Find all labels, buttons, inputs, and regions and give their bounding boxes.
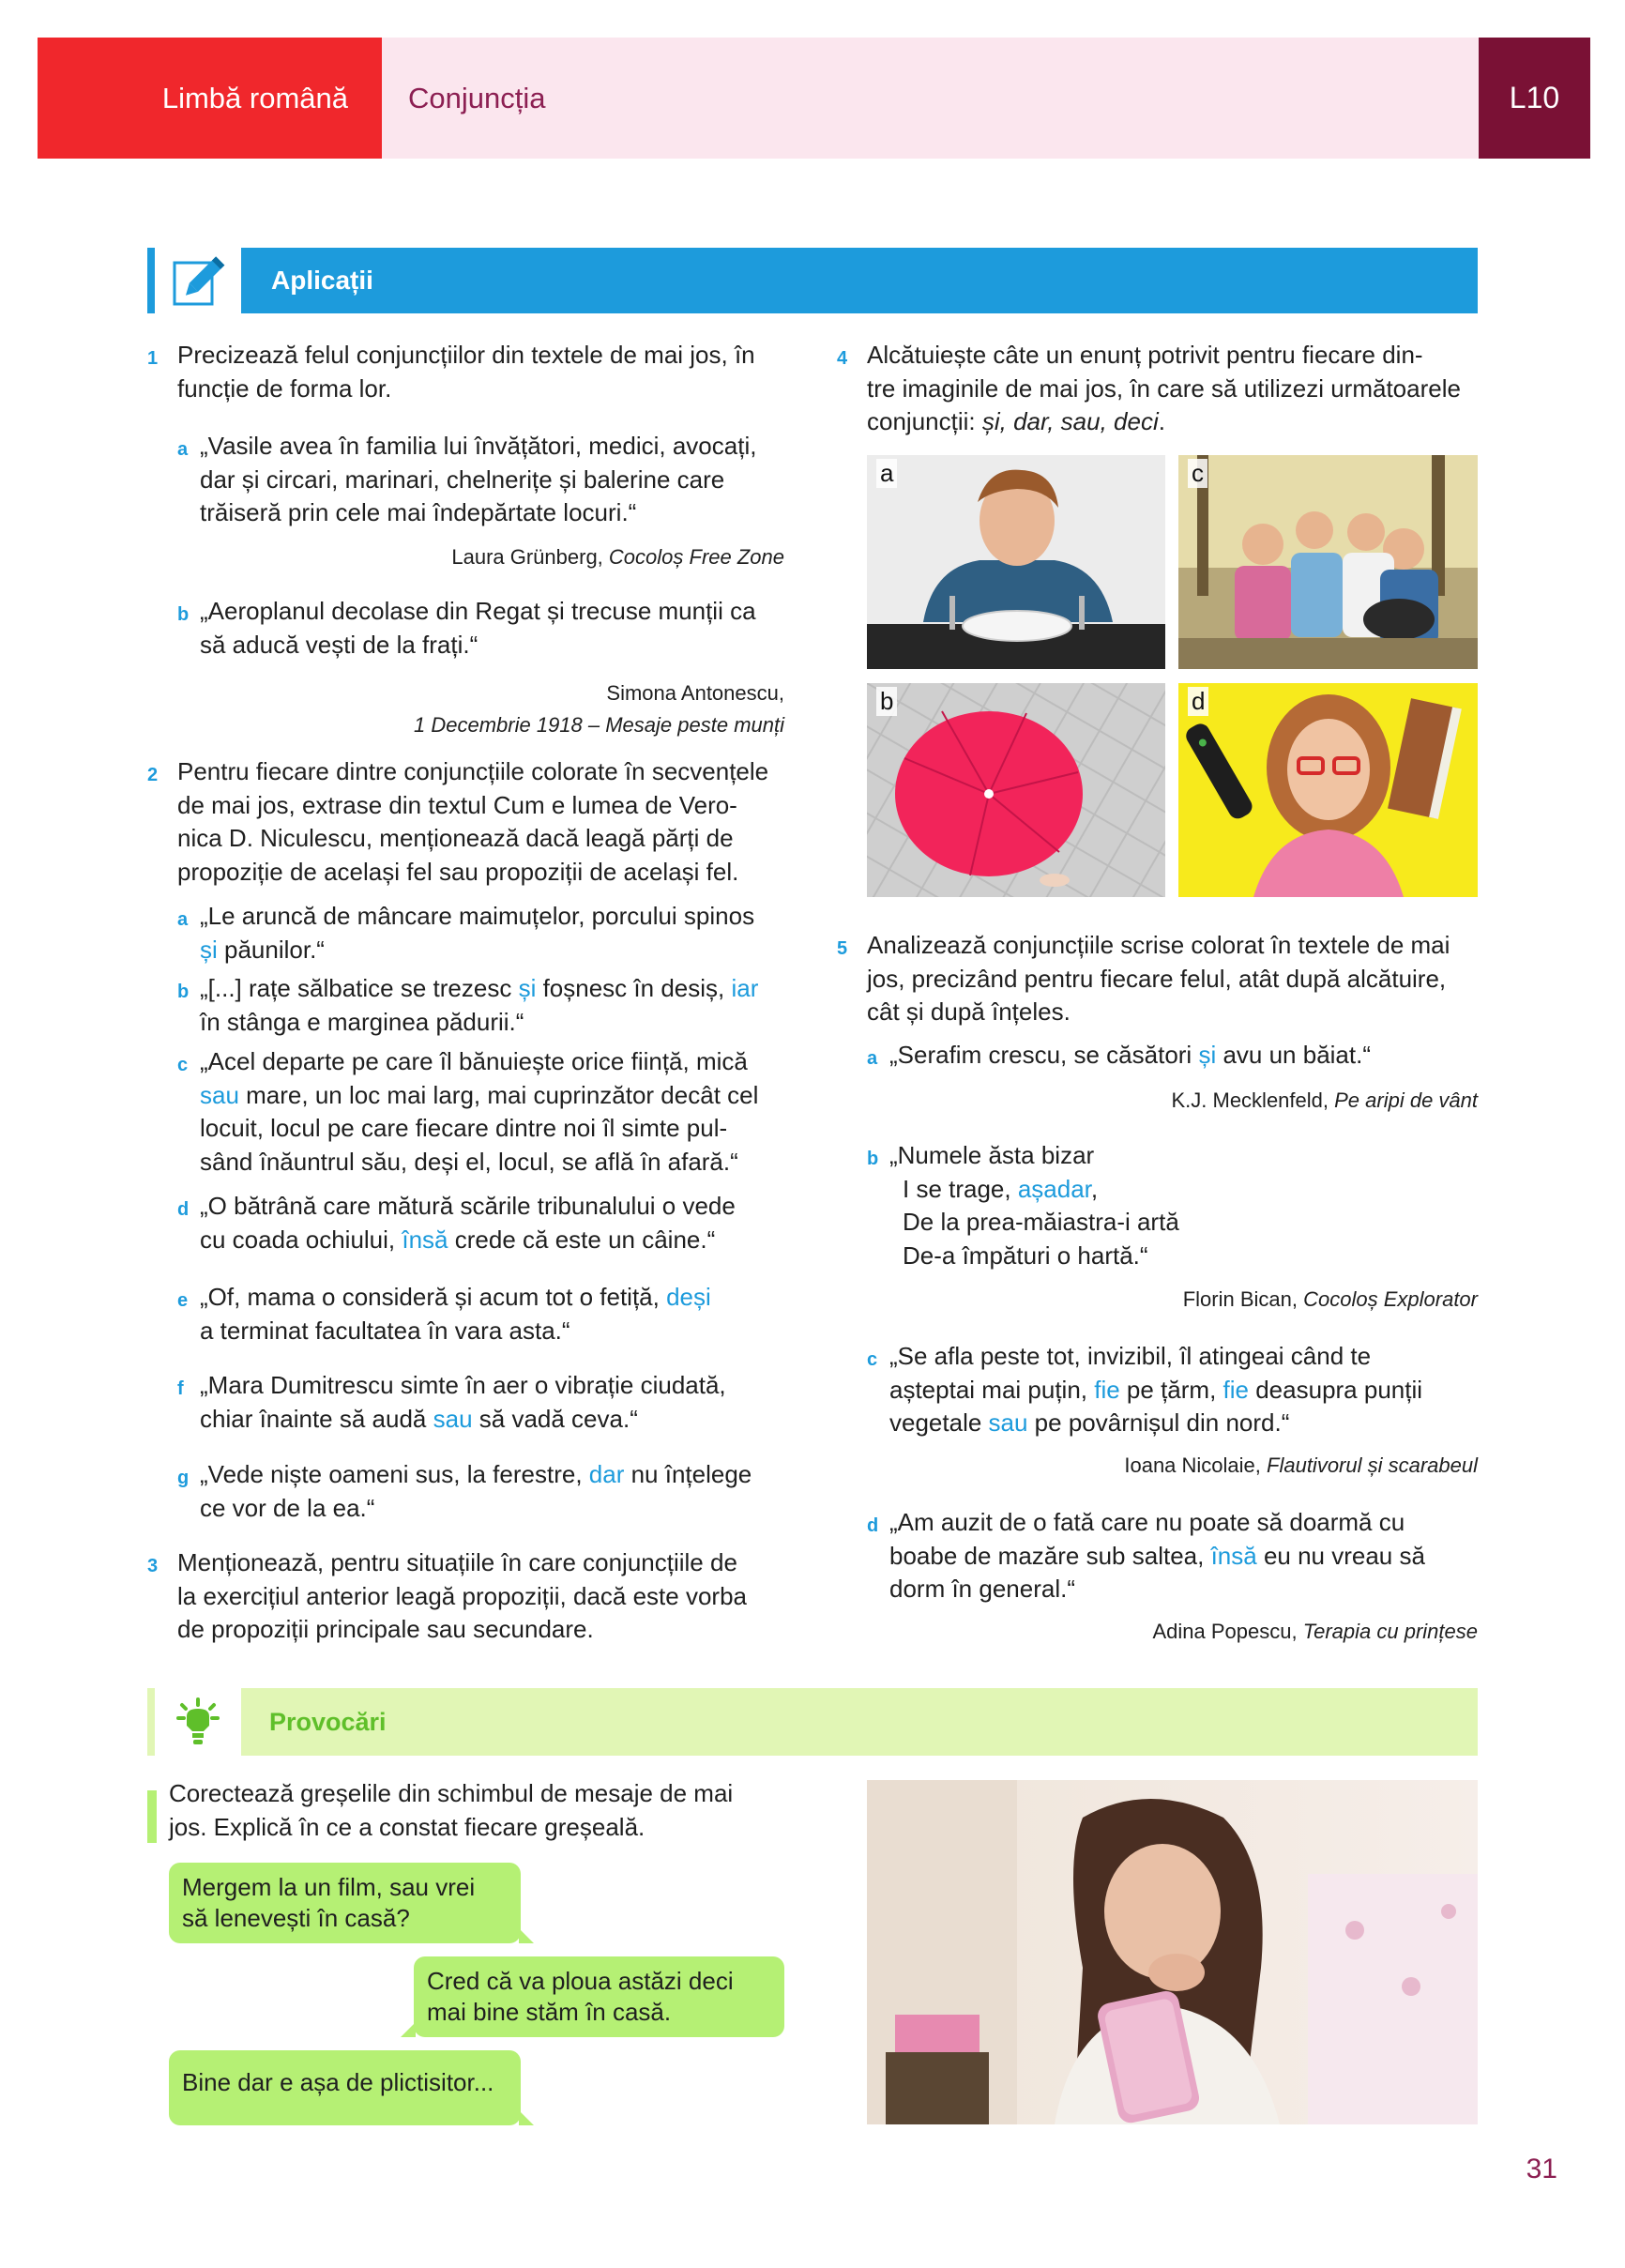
quote-source (375, 541, 784, 573)
text-span: pe povârnișul din nord.“ (1027, 1408, 1290, 1437)
conjunction-highlight: însă (1210, 1541, 1257, 1570)
text-line: „Vasile avea în familia lui învățători, medici, avocați, (200, 432, 757, 460)
provocari-instruction (169, 1777, 784, 1844)
exercise-number: 1 (147, 348, 159, 369)
text-line: mai bine stăm în casă. (427, 1998, 672, 2026)
text-line: „Am auzit de o fată care nu poate să doarmă cu (889, 1508, 1405, 1536)
conjunction-highlight: și (200, 935, 218, 964)
conjunction-highlight: dar (588, 1460, 625, 1488)
photo-label: c (1188, 459, 1207, 488)
exercise-1-instruction (177, 339, 784, 405)
text-line (200, 1281, 784, 1315)
item-letter: f (177, 1378, 184, 1399)
source-author: K.J. Mecklenfeld, (1171, 1088, 1335, 1112)
text-line: funcție de forma lor. (177, 373, 392, 403)
text-line (200, 1224, 784, 1257)
item-letter: d (867, 1515, 879, 1536)
text-line: Corectează greșelile din schimbul de mesaje de mai (169, 1779, 734, 1807)
page-header (38, 38, 1590, 159)
text-line: a terminat facultatea în vara asta.“ (200, 1316, 570, 1345)
exercise-2-instruction (177, 755, 784, 889)
text-line (889, 1374, 1478, 1408)
quote-2f (200, 1369, 784, 1436)
quote-source (1032, 1450, 1478, 1482)
text-line (200, 934, 784, 967)
text-line: „Se afla peste tot, invizibil, îl atingeai când te (889, 1342, 1372, 1370)
exercise-number: 3 (147, 1556, 159, 1576)
text-line (200, 972, 784, 1006)
item-letter: a (177, 909, 189, 930)
text-line: „Acel departe pe care îl bănuiește orice ființă, mică (200, 1047, 748, 1075)
chat-message-right (414, 1956, 784, 2037)
text-span: „[...] rațe sălbatice se trezesc (200, 974, 519, 1002)
source-work: Pe aripi de vânt (1334, 1088, 1478, 1112)
quote-1b (200, 595, 784, 662)
source-author: Laura Grünberg, (451, 545, 609, 569)
text-line: la exercițiul anterior leagă propoziții, dacă este vorba (177, 1581, 748, 1610)
text-line: ce vor de la ea.“ (200, 1493, 375, 1522)
item-letter: b (867, 1149, 879, 1169)
photo-label: a (876, 459, 897, 488)
item-letter: b (177, 982, 190, 1002)
quote-source (1032, 1085, 1478, 1117)
text-line (200, 1403, 784, 1437)
source-author: Simona Antonescu, (606, 681, 784, 705)
text-line (889, 1173, 1478, 1207)
text-span: avu un băiat.“ (1216, 1041, 1371, 1069)
text-line: jos. Explică în ce a constat fiecare greșeală. (169, 1812, 645, 1841)
text-line: Pentru fiecare dintre conjuncțiile colorate în secvențele (177, 757, 769, 785)
source-work: Flautivorul și scarabeul (1267, 1454, 1478, 1477)
text-line: cât și după înțeles. (867, 997, 1071, 1026)
photo-a-boy-at-table (867, 455, 1165, 669)
text-span: foșnesc în desiș, (536, 974, 732, 1002)
conjunction-highlight: și (1198, 1041, 1217, 1069)
exercise-4-instruction (867, 339, 1478, 439)
text-line: Alcătuiește câte un enunț potrivit pentru fiecare din- (867, 341, 1423, 369)
text-line: Bine dar e așa de plictisitor... (182, 2068, 494, 2096)
text-span: I se trage, (903, 1174, 1018, 1203)
item-letter: e (177, 1290, 189, 1311)
item-letter: c (867, 1349, 878, 1370)
text-line: Analizează conjuncțiile scrise colorat în textele de mai (867, 931, 1450, 959)
item-letter: a (867, 1048, 878, 1069)
quote-source (281, 677, 784, 741)
text-line: De la prea-măiastra-i artă (903, 1208, 1179, 1236)
text-line: propoziție de același fel sau propoziții de același fel. (177, 857, 739, 886)
text-span: chiar înainte să audă (200, 1404, 433, 1433)
text-line: sând înăuntrul său, deși el, locul, se află în afară.“ (200, 1147, 738, 1176)
text-span: așteptai mai puțin, (889, 1375, 1095, 1404)
text-span: crede că este un câine.“ (448, 1225, 716, 1254)
text-span: boabe de mazăre sub saltea, (889, 1541, 1211, 1570)
text-line: Precizează felul conjuncțiilor din textele de mai jos, în (177, 341, 755, 369)
quote-2e (200, 1281, 784, 1347)
exercise-5-instruction (867, 929, 1478, 1029)
text-line: locuit, locul pe care fiecare dintre noi îl simte pul- (200, 1114, 728, 1142)
topic-label: Conjuncția (382, 38, 1479, 159)
text-span: eu nu vreau să (1256, 1541, 1425, 1570)
text-line: să lenevești în casă? (182, 1904, 410, 1932)
text-span: păunilor.“ (217, 935, 325, 964)
text-line: Cred că va ploua astăzi deci (427, 1967, 734, 1995)
quote-5c (889, 1340, 1478, 1440)
photo-d-girl-remote-book (1178, 683, 1478, 897)
quote-5b (889, 1139, 1478, 1272)
text-span: pe țărm, (1119, 1375, 1223, 1404)
aplicatii-banner (147, 248, 1478, 313)
source-work: Cocoloș Explorator (1303, 1287, 1478, 1311)
text-line: „Numele ăsta bizar (889, 1141, 1095, 1169)
chat-message-left (169, 1863, 521, 1943)
conjunction-highlight: sau (200, 1080, 239, 1109)
text-line: să aducă vești de la frați.“ (200, 630, 478, 659)
quote-source (1032, 1616, 1478, 1648)
text-span: nu înțelege (624, 1460, 752, 1488)
text-line: „Mara Dumitrescu simte în aer o vibrație ciudată, (200, 1371, 726, 1399)
photo-c-kids-with-guitar (1178, 455, 1478, 669)
quote-1a (200, 430, 784, 530)
item-letter: d (177, 1199, 190, 1220)
item-letter: c (177, 1055, 189, 1075)
text-line: jos, precizând pentru fiecare felul, atât după alcătuire, (867, 964, 1447, 993)
text-line: „Aeroplanul decolase din Regat și trecuse munții ca (200, 597, 756, 625)
text-line: de propoziții principale sau secundare. (177, 1615, 594, 1643)
text-line: tre imaginile de mai jos, în care să utilizezi următoarele (867, 373, 1461, 403)
source-work: Cocoloș Free Zone (608, 545, 784, 569)
quote-2b (200, 972, 784, 1039)
source-work: 1 Decembrie 1918 – Mesaje peste munți (414, 713, 784, 737)
text-line: „O bătrână care mătură scările tribunalului o vede (200, 1192, 736, 1220)
conjunction-highlight: sau (988, 1408, 1028, 1437)
conjunction-list: și, dar, sau, deci (981, 407, 1159, 435)
provocari-banner (147, 1688, 1478, 1756)
text-span: vegetale (889, 1408, 989, 1437)
quote-5d (889, 1506, 1478, 1606)
aplicatii-title: Aplicații (271, 266, 373, 295)
text-line: trăiseră prin cele mai îndepărtate locuri.“ (200, 498, 637, 526)
quote-source (1032, 1284, 1478, 1316)
text-span: , (1090, 1174, 1099, 1203)
chat-message-left (169, 2050, 521, 2125)
photo-girl-with-phone (867, 1780, 1478, 2124)
text-span: cu coada ochiului, (200, 1225, 402, 1254)
quote-2a (200, 900, 784, 967)
text-span: „Of, mama o consideră și acum tot o fetiță, (200, 1283, 667, 1311)
text-line (889, 1540, 1478, 1574)
pencil-icon (147, 248, 241, 313)
conjunction-highlight: sau (433, 1404, 473, 1433)
text-span: deasupra punții (1249, 1375, 1423, 1404)
photo-b-red-umbrella (867, 683, 1165, 897)
item-letter: g (177, 1468, 190, 1488)
provocari-title: Provocări (269, 1707, 387, 1736)
lightbulb-icon (147, 1688, 241, 1756)
text-line: Menționează, pentru situațiile în care conjuncțiile de (177, 1548, 737, 1576)
accent-bar (147, 1790, 157, 1843)
page-number: 31 (1526, 2154, 1557, 2184)
text-line (889, 1407, 1478, 1440)
conjunction-highlight: deși (666, 1283, 711, 1311)
photo-label: d (1188, 687, 1208, 716)
text-line (889, 1039, 1478, 1073)
lesson-code: L10 (1479, 38, 1590, 159)
text-line: Mergem la un film, sau vrei (182, 1873, 476, 1901)
text-line: De-a împături o hartă.“ (903, 1241, 1148, 1270)
exercise-3-instruction (177, 1546, 784, 1647)
quote-2g (200, 1458, 784, 1525)
text-span: să vadă ceva.“ (472, 1404, 638, 1433)
item-letter: a (177, 439, 189, 460)
conjunction-highlight: fie (1094, 1375, 1120, 1404)
text-span: conjuncții: (867, 407, 982, 435)
quote-2c (200, 1045, 784, 1179)
conjunction-highlight: iar (731, 974, 759, 1002)
conjunction-highlight: așadar (1017, 1174, 1091, 1203)
exercise-number: 2 (147, 765, 159, 785)
exercise-number: 4 (837, 348, 848, 369)
text-line (200, 1458, 784, 1492)
quote-5a (889, 1039, 1478, 1073)
conjunction-highlight: fie (1223, 1375, 1249, 1404)
text-span: „Serafim crescu, se căsători (889, 1041, 1199, 1069)
source-work: Terapia cu prințese (1302, 1620, 1478, 1643)
text-line: nica D. Niculescu, menționează dacă leagă părți de (177, 824, 734, 852)
text-span: mare, un loc mai larg, mai cuprinzător decât cel (238, 1080, 759, 1109)
item-letter: b (177, 604, 190, 625)
conjunction-highlight: însă (402, 1225, 448, 1254)
text-line (200, 1079, 784, 1113)
subject-label: Limbă română (38, 38, 382, 159)
source-author: Florin Bican, (1182, 1287, 1304, 1311)
text-line: dorm în general.“ (889, 1575, 1075, 1603)
source-author: Adina Popescu, (1152, 1620, 1303, 1643)
text-line: în stânga e marginea pădurii.“ (200, 1007, 524, 1036)
text-line: de mai jos, extrase din textul Cum e lumea de Vero- (177, 790, 737, 819)
text-line: „Le aruncă de mâncare maimuțelor, porcului spinos (200, 902, 755, 930)
text-line: conjuncții: și, dar, sau, deci. (867, 407, 1165, 435)
quote-2d (200, 1190, 784, 1256)
exercise-number: 5 (837, 938, 848, 959)
text-span: „Vede niște oameni sus, la ferestre, (200, 1460, 589, 1488)
conjunction-highlight: și (518, 974, 537, 1002)
text-line: dar și circari, marinari, chelnerițe și balerine care (200, 464, 725, 494)
photo-label: b (876, 687, 897, 716)
source-author: Ioana Nicolaie, (1124, 1454, 1268, 1477)
